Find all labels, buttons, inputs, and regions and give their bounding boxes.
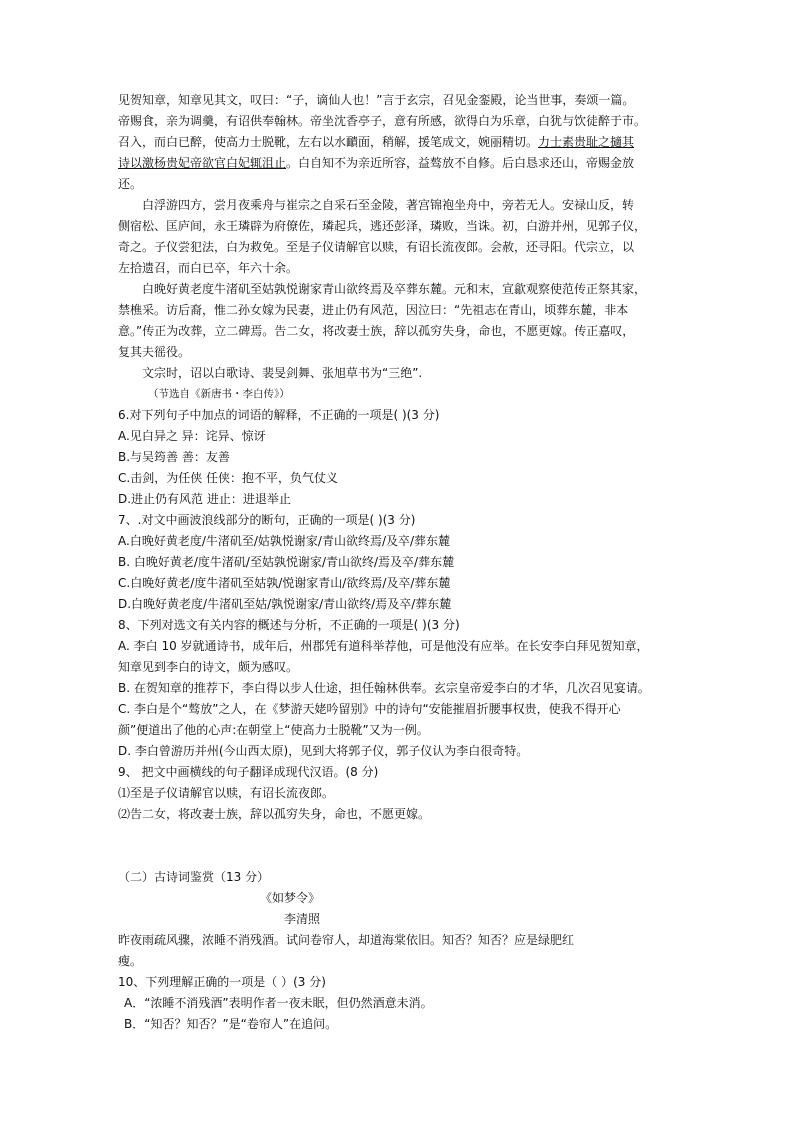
- poetry-section: [118, 867, 694, 1035]
- option: B．“知否？知否？”是“卷帘人”在追问。: [124, 1017, 338, 1031]
- option-line: D. 李白曾游历并州(今山西太原)，见到大将郭子仪，郭子仪认为李白很奇特。: [118, 744, 529, 758]
- option-line: A. 李白 10 岁就通诗书，成年后，州郡凭有道科举荐他，可是他没有应举。在长安李白拜见贺知章，: [118, 639, 649, 653]
- translation-item: ⑴至是子仪请解官以赎，有诏长流夜郎。: [118, 786, 335, 800]
- document-page: [118, 90, 694, 1035]
- question-7: [118, 510, 694, 615]
- underlined-sentence: 诗以激杨贵妃帝欲官白妃辄沮止: [118, 156, 287, 170]
- text-line: 奇之。子仪尝犯法，白为救免。至是子仪请解官以赎，有诏长流夜郎。会赦，还寻阳。代宗立，以: [118, 240, 635, 254]
- text-line: 白晚好黄老度牛渚矶至姑孰悦谢家青山欲终焉及卒葬东麓。元和末，宣歙观察使范传正祭其家，: [142, 282, 647, 296]
- question-6: [118, 405, 694, 510]
- poem-title: 《如梦令》: [260, 891, 321, 905]
- passage: [118, 90, 694, 405]
- text-line: 禁樵采。访后裔，惟二孙女嫁为民妻，进止仍有风范，因泣曰：“先祖志在青山，顷葬东麓，非本: [118, 303, 629, 317]
- question-8: [118, 615, 694, 762]
- option: A.见白异之 异：诧异、惊讶: [118, 429, 266, 443]
- option: [118, 678, 694, 699]
- option: A．“浓睡不消残酒”表明作者一夜未眠，但仍然酒意未消。: [124, 996, 433, 1010]
- option: [118, 699, 694, 741]
- option: A.白晚好黄老度/牛渚矶至/姑孰悦谢家/青山欲终焉/及卒/葬东麓: [118, 534, 451, 548]
- passage-paragraph-2: [118, 195, 694, 279]
- option: [118, 636, 694, 678]
- question-stem: 10、下列理解正确的一项是（ ）(3 分): [118, 975, 326, 989]
- question-stem: 9、 把文中画横线的句子翻译成现代汉语。(8 分): [118, 765, 379, 779]
- question-stem: 7、.对文中画波浪线部分的断句，正确的一项是( )(3 分): [118, 513, 416, 527]
- poem-line: 瘦。: [118, 954, 143, 968]
- option: D.白晚好黄老度/牛渚矶至姑/孰悦谢家/青山欲终/焉及卒/葬东麓: [118, 597, 452, 611]
- poem-line: 昨夜雨疏风骤，浓睡不消残酒。试问卷帘人，却道海棠依旧。知否？知否？应是绿肥红: [118, 933, 575, 947]
- section-heading: （二）古诗词鉴赏（13 分）: [118, 870, 270, 884]
- option: B. 白晚好黄老/度牛渚矶/至姑孰悦谢家/青山欲终/焉及卒/葬东麓: [118, 555, 455, 569]
- translation-item: ⑵告二女，将改妻士族，辞以孤穷失身，命也，不愿更嫁。: [118, 807, 431, 821]
- question-stem: 8、下列对选文有关内容的概述与分析，不正确的一项是( )(3 分): [118, 618, 460, 632]
- text-line: 白浮游四方，尝月夜乘舟与崔宗之自采石至金陵，著宫锦袍坐舟中，旁若无人。安禄山反，转: [142, 198, 635, 212]
- poem-text: [118, 930, 694, 972]
- passage-paragraph-3: [118, 279, 694, 363]
- text-line: 还。: [118, 177, 143, 191]
- question-stem: 6.对下列句子中加点的词语的解释，不正确的一项是( )(3 分): [118, 408, 440, 422]
- text-line: 见贺知章，知章见其文，叹曰：“子，谪仙人也！”言于玄宗，召见金銮殿，论当世事，奏颂一篇。: [118, 93, 635, 107]
- option-line: 颜”便道出了他的心声:在朝堂上“使高力士脱靴”又为一例。: [118, 723, 429, 737]
- text-line: 召入，而白已醉，使高力士脱靴，左右以水靧面，稍解，援笔成文，婉丽精切。: [118, 135, 539, 149]
- option: B.与吴筠善 善：友善: [118, 450, 230, 464]
- source-citation: （节选自《新唐书・李白传》）: [148, 388, 290, 400]
- option: C.白晚好黄老/度牛渚矶至姑孰/悦谢家青山/欲终焉/及卒/葬东麓: [118, 576, 451, 590]
- underlined-sentence: 力士素贵耻之擿其: [538, 135, 635, 149]
- text-line: 。白自知不为亲近所容，益骜放不自修。后白恳求还山，帝赐金放: [286, 156, 635, 170]
- option-line: C. 李白是个“骜放”之人，在《梦游天姥吟留别》中的诗句“安能摧眉折腰事权贵，使我不得开心: [118, 702, 621, 716]
- spacer: [118, 825, 694, 846]
- question-9: [118, 762, 694, 825]
- option: C.击剑，为任侠 任侠：抱不平，负气仗义: [118, 471, 339, 485]
- option-line: B. 在贺知章的推荐下，李白得以步人仕途，担任翰林供奉。玄宗皇帝爱李白的才华，几次召见宴请。: [118, 681, 650, 695]
- option-line: 知章见到李白的诗文，颇为感叹。: [118, 660, 299, 674]
- text-line: 帝赐食，亲为调羹，有诏供奉翰林。帝坐沈香亭子，意有所感，欲得白为乐章，白犹与饮徒醉于市。: [118, 114, 647, 128]
- text-line: 意。”传正为改葬，立二碑焉。告二女，将改妻士族，辞以孤穷失身，命也，不愿更嫁。传正嘉叹，: [118, 324, 635, 338]
- option: [118, 741, 694, 762]
- passage-paragraph-1: [118, 90, 694, 195]
- text-line: 复其夫徭役。: [118, 345, 191, 359]
- passage-paragraph-4: 文宗时，诏以白歌诗、裴旻剑舞、张旭草书为“三绝”.: [142, 366, 423, 380]
- spacer: [118, 846, 694, 867]
- option: D.进止仍有风范 进止：进退举止: [118, 492, 291, 506]
- text-line: 侧宿松、匡庐间，永王璘辟为府僚佐，璘起兵，逃还彭泽，璘败，当诛。初，白游并州，见郭子仪，: [118, 219, 647, 233]
- poem-author: 李清照: [284, 912, 321, 926]
- text-line: 左拾遗召，而白已卒，年六十余。: [118, 261, 299, 275]
